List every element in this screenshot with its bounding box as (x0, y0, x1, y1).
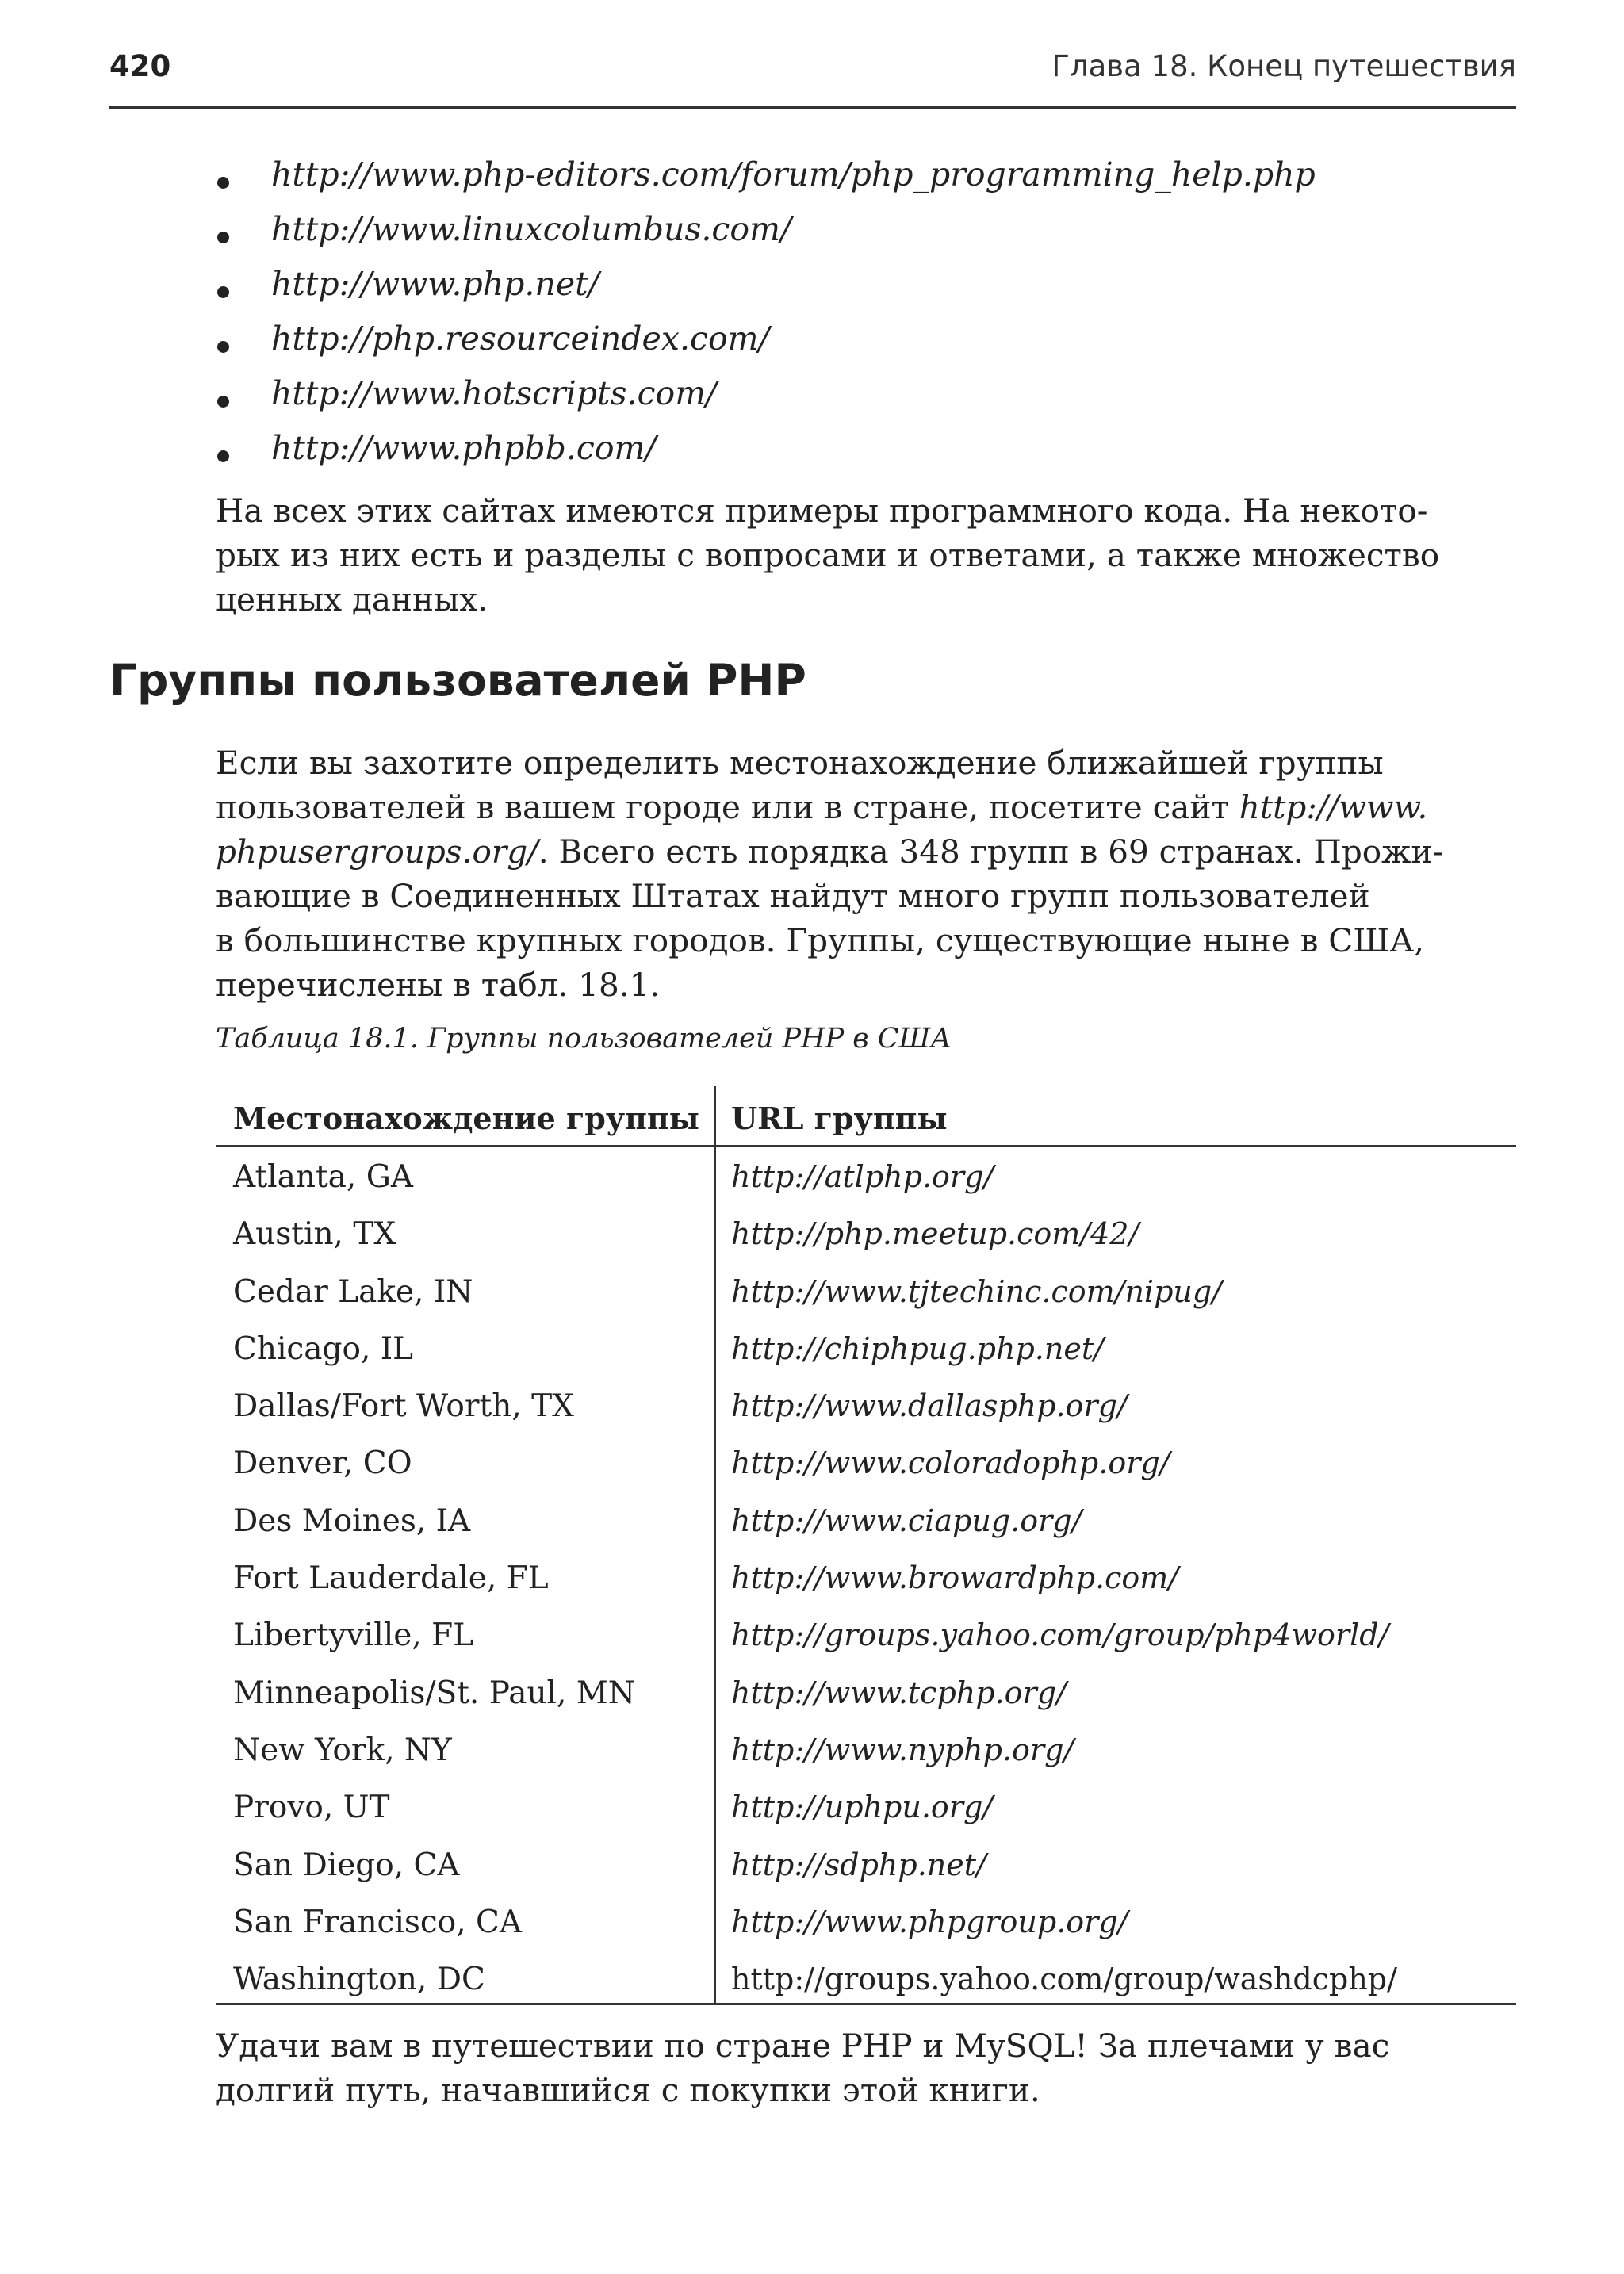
paragraph-line (216, 785, 1516, 829)
intro-paragraph (216, 488, 1516, 622)
paragraph-line: Удачи вам в путешествии по стране PHP и MySQL! За плечами у вас (216, 2027, 1390, 2065)
table-caption: Таблица 18.1. Группы пользователей PHP в США (216, 1023, 952, 1055)
group-location: New York, NY (233, 1732, 452, 1768)
bullet-icon (217, 396, 229, 408)
table-row (216, 1210, 1516, 1267)
paragraph-line: рых из них есть и разделы с вопросами и ответами, а также множество (216, 536, 1440, 574)
list-item (216, 155, 1516, 210)
group-url[interactable]: http://www.phpgroup.org/ (731, 1904, 1128, 1939)
group-location: Atlanta, GA (233, 1159, 414, 1195)
table-row (216, 1554, 1516, 1611)
resource-link[interactable]: http://www.php.net/ (271, 265, 599, 303)
group-location: Dallas/Fort Worth, TX (233, 1388, 574, 1425)
group-url[interactable]: http://www.nyphp.org/ (731, 1732, 1074, 1767)
resource-link[interactable]: http://www.linuxcolumbus.com/ (271, 210, 791, 248)
table-body (216, 1153, 1516, 2012)
table-row (216, 1153, 1516, 1210)
paragraph-line: перечислены в табл. 18.1. (216, 966, 661, 1004)
group-location: Chicago, IL (233, 1330, 414, 1367)
groups-paragraph (216, 741, 1516, 1007)
paragraph-line: На всех этих сайтах имеются примеры программного кода. На некото- (216, 492, 1428, 530)
table-row (216, 1841, 1516, 1898)
table-bottom-rule (216, 2003, 1516, 2005)
group-url[interactable]: http://www.tcphp.org/ (731, 1675, 1067, 1710)
group-url[interactable]: http://www.browardphp.com/ (731, 1560, 1179, 1596)
group-url[interactable]: http://www.ciapug.org/ (731, 1503, 1082, 1538)
group-location: San Francisco, CA (233, 1904, 523, 1940)
group-location: Fort Lauderdale, FL (233, 1560, 549, 1597)
table-row (216, 1497, 1516, 1554)
closing-paragraph (216, 2023, 1516, 2112)
bullet-icon (217, 286, 229, 298)
group-url[interactable]: http://www.tjtechinc.com/nipug/ (731, 1273, 1223, 1309)
group-url[interactable]: http://www.coloradophp.org/ (731, 1445, 1170, 1481)
paragraph-line: долгий путь, начавшийся с покупки этой книги. (216, 2071, 1040, 2109)
group-url[interactable]: http://php.meetup.com/42/ (731, 1216, 1139, 1252)
running-head: Глава 18. Конец путешествия (1051, 49, 1516, 83)
group-url[interactable]: http://atlphp.org/ (731, 1159, 994, 1194)
group-url[interactable]: http://groups.yahoo.com/group/washdcphp/ (731, 1962, 1397, 1997)
column-header-url: URL группы (731, 1101, 948, 1136)
paragraph-line: ценных данных. (216, 580, 488, 618)
list-item (216, 265, 1516, 320)
resource-link[interactable]: http://www.phpbb.com/ (271, 429, 657, 467)
page-number: 420 (109, 49, 171, 83)
group-location: Provo, UT (233, 1790, 390, 1826)
paragraph-line: в большинстве крупных городов. Группы, существующие ныне в США, (216, 921, 1424, 959)
paragraph-line: Если вы захотите определить местонахождение ближайшей группы (216, 744, 1384, 782)
group-url[interactable]: http://uphpu.org/ (731, 1790, 994, 1825)
resource-link[interactable]: http://www.hotscripts.com/ (271, 374, 717, 412)
page-header (109, 48, 1516, 92)
user-groups-table (216, 1086, 1516, 2006)
table-row (216, 1611, 1516, 1668)
table-row (216, 1325, 1516, 1382)
list-item (216, 320, 1516, 374)
group-location: Libertyville, FL (233, 1617, 474, 1654)
group-url[interactable]: http://sdphp.net/ (731, 1847, 986, 1882)
group-location: Washington, DC (233, 1962, 485, 1998)
table-row (216, 1669, 1516, 1726)
resource-link-list (216, 155, 1516, 484)
table-row (216, 1726, 1516, 1783)
phpusergroups-link[interactable]: phpusergroups.org/ (216, 833, 538, 871)
group-location: Denver, CO (233, 1445, 412, 1482)
bullet-icon (217, 232, 229, 243)
resource-link[interactable]: http://php.resourceindex.com/ (271, 320, 770, 358)
paragraph-text: пользователей в вашем городе или в стране, посетите сайт (216, 788, 1239, 826)
paragraph-line: вающие в Соединенных Штатах найдут много групп пользователей (216, 877, 1370, 915)
column-header-location: Местонахождение группы (233, 1101, 699, 1136)
resource-link[interactable]: http://www.php-editors.com/forum/php_programming_help.php (271, 155, 1316, 193)
group-location: Cedar Lake, IN (233, 1273, 473, 1310)
header-rule (109, 106, 1516, 109)
group-url[interactable]: http://chiphpug.php.net/ (731, 1330, 1104, 1366)
list-item (216, 374, 1516, 429)
group-location: San Diego, CA (233, 1847, 460, 1883)
table-row (216, 1783, 1516, 1840)
section-heading: Группы пользователей PHP (109, 655, 806, 706)
table-row (216, 1382, 1516, 1439)
table-row (216, 1439, 1516, 1496)
header-rule (216, 1145, 1516, 1147)
list-item (216, 210, 1516, 265)
group-location: Des Moines, IA (233, 1503, 471, 1539)
group-url[interactable]: http://groups.yahoo.com/group/php4world/ (731, 1617, 1389, 1653)
table-row (216, 1898, 1516, 1955)
phpusergroups-link[interactable]: http://www. (1239, 788, 1428, 826)
bullet-icon (217, 177, 229, 189)
bullet-icon (217, 341, 229, 353)
table-row (216, 1268, 1516, 1325)
group-url[interactable]: http://www.dallasphp.org/ (731, 1388, 1128, 1424)
group-location: Austin, TX (233, 1216, 396, 1253)
list-item (216, 429, 1516, 484)
paragraph-line (216, 829, 1516, 874)
paragraph-text: . Всего есть порядка 348 групп в 69 странах. Прожи- (538, 833, 1444, 871)
bullet-icon (217, 450, 229, 462)
group-location: Minneapolis/St. Paul, MN (233, 1675, 635, 1711)
